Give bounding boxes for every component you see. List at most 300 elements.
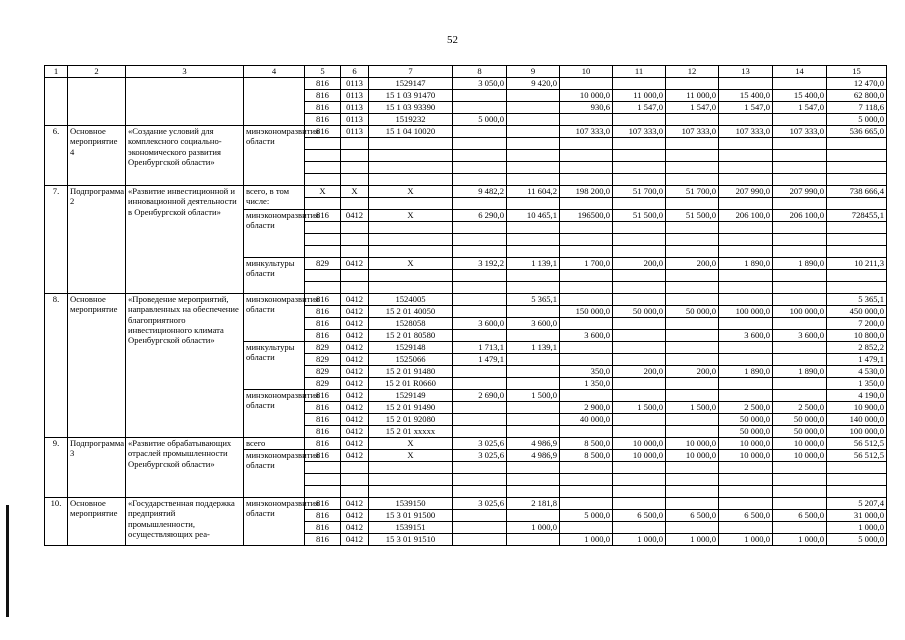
budget-cell: 100 000,0 xyxy=(773,306,827,318)
budget-cell xyxy=(613,498,666,510)
empty-cell xyxy=(453,234,507,246)
budget-cell: 6 500,0 xyxy=(613,510,666,522)
budget-cell: 816 xyxy=(305,426,341,438)
budget-cell: 816 xyxy=(305,330,341,342)
budget-cell: 10 000,0 xyxy=(719,438,773,450)
budget-cell: 0412 xyxy=(341,390,369,402)
budget-cell: 0412 xyxy=(341,306,369,318)
budget-cell: 0412 xyxy=(341,354,369,366)
budget-cell: 15 400,0 xyxy=(773,90,827,102)
empty-cell xyxy=(453,222,507,234)
empty-cell xyxy=(666,198,719,210)
budget-cell xyxy=(773,318,827,330)
budget-cell: 1519232 xyxy=(369,114,453,126)
budget-cell: 0412 xyxy=(341,294,369,306)
empty-cell xyxy=(305,234,341,246)
budget-cell: 5 365,1 xyxy=(507,294,560,306)
column-header: 10 xyxy=(560,66,613,78)
budget-cell xyxy=(773,354,827,366)
empty-cell xyxy=(827,162,887,174)
empty-cell xyxy=(341,462,369,474)
budget-cell xyxy=(666,294,719,306)
budget-cell: 1 000,0 xyxy=(613,534,666,546)
empty-cell xyxy=(507,198,560,210)
column-header: 4 xyxy=(244,66,305,78)
budget-cell: 816 xyxy=(305,294,341,306)
column-header: 11 xyxy=(613,66,666,78)
budget-cell: 0412 xyxy=(341,510,369,522)
budget-cell: 200,0 xyxy=(666,366,719,378)
budget-cell: 1 000,0 xyxy=(666,534,719,546)
empty-cell xyxy=(453,138,507,150)
budget-cell xyxy=(613,426,666,438)
empty-cell xyxy=(827,486,887,498)
budget-cell xyxy=(613,294,666,306)
budget-cell: 40 000,0 xyxy=(560,414,613,426)
budget-cell: 738 666,4 xyxy=(827,186,887,198)
empty-cell xyxy=(827,222,887,234)
budget-cell xyxy=(719,318,773,330)
budget-cell: 3 600,0 xyxy=(560,330,613,342)
budget-cell xyxy=(773,522,827,534)
empty-cell xyxy=(369,138,453,150)
budget-cell: 816 xyxy=(305,90,341,102)
budget-cell: 5 365,1 xyxy=(827,294,887,306)
item-type: Основное мероприятие 4 xyxy=(68,126,126,186)
empty-cell xyxy=(773,222,827,234)
budget-cell: 10 800,0 xyxy=(827,330,887,342)
budget-cell: 3 025,6 xyxy=(453,450,507,462)
empty-cell xyxy=(305,282,341,294)
empty-cell xyxy=(507,162,560,174)
budget-cell: 51 700,0 xyxy=(613,186,666,198)
budget-cell xyxy=(613,78,666,90)
empty-cell xyxy=(827,138,887,150)
budget-cell: 1 500,0 xyxy=(613,402,666,414)
empty-cell xyxy=(369,474,453,486)
executor: минэкономразвития области xyxy=(244,126,305,186)
item-name: «Проведение мероприятий, направленных на обеспечение благоприятного инвестиционного климата Оренбургской области» xyxy=(126,294,244,438)
budget-cell xyxy=(719,114,773,126)
budget-cell: 15 1 03 91470 xyxy=(369,90,453,102)
budget-cell: 816 xyxy=(305,114,341,126)
budget-cell: 1 500,0 xyxy=(507,390,560,402)
budget-cell: 1 000,0 xyxy=(507,522,560,534)
budget-cell xyxy=(666,354,719,366)
budget-cell: 0412 xyxy=(341,402,369,414)
budget-cell: 1 547,0 xyxy=(719,102,773,114)
budget-cell: 150 000,0 xyxy=(560,306,613,318)
budget-cell xyxy=(719,390,773,402)
empty-cell xyxy=(773,162,827,174)
empty-cell xyxy=(666,162,719,174)
budget-cell: 0412 xyxy=(341,426,369,438)
table-row xyxy=(45,126,887,138)
budget-cell: 4 530,0 xyxy=(827,366,887,378)
budget-cell: 816 xyxy=(305,414,341,426)
empty-cell xyxy=(507,222,560,234)
budget-cell: 10 000,0 xyxy=(613,438,666,450)
budget-cell xyxy=(613,354,666,366)
empty-cell xyxy=(305,162,341,174)
empty-cell xyxy=(560,222,613,234)
executor: минэкономразвития области xyxy=(244,498,305,546)
budget-cell: 816 xyxy=(305,78,341,90)
empty-cell xyxy=(369,270,453,282)
budget-cell: 56 512,5 xyxy=(827,438,887,450)
budget-cell xyxy=(453,414,507,426)
budget-cell: 816 xyxy=(305,510,341,522)
empty-cell xyxy=(305,138,341,150)
budget-cell: 930,6 xyxy=(560,102,613,114)
budget-cell: 1 890,0 xyxy=(719,366,773,378)
budget-cell: 6 500,0 xyxy=(773,510,827,522)
empty-cell xyxy=(613,474,666,486)
empty-cell xyxy=(341,486,369,498)
budget-cell xyxy=(507,414,560,426)
budget-cell xyxy=(507,366,560,378)
empty-cell xyxy=(305,270,341,282)
budget-cell: 816 xyxy=(305,306,341,318)
empty-cell xyxy=(719,246,773,258)
budget-cell xyxy=(453,306,507,318)
empty-cell xyxy=(560,234,613,246)
budget-cell: 200,0 xyxy=(666,258,719,270)
row-number: 7. xyxy=(45,186,68,294)
budget-cell: 51 500,0 xyxy=(613,210,666,222)
empty-cell xyxy=(305,246,341,258)
budget-cell xyxy=(719,78,773,90)
empty-cell xyxy=(507,246,560,258)
empty-cell xyxy=(613,234,666,246)
empty-cell xyxy=(560,150,613,162)
empty-cell xyxy=(341,270,369,282)
budget-cell: 1 000,0 xyxy=(773,534,827,546)
empty-cell xyxy=(560,174,613,186)
empty-cell xyxy=(827,174,887,186)
empty-cell xyxy=(666,270,719,282)
empty-cell xyxy=(719,474,773,486)
table-row xyxy=(45,78,887,90)
budget-cell xyxy=(613,318,666,330)
empty-cell xyxy=(719,138,773,150)
empty-cell xyxy=(613,150,666,162)
budget-cell xyxy=(453,426,507,438)
empty-cell xyxy=(507,234,560,246)
empty-cell xyxy=(666,234,719,246)
empty-cell xyxy=(341,138,369,150)
budget-cell xyxy=(453,534,507,546)
budget-cell: 11 604,2 xyxy=(507,186,560,198)
budget-cell: 816 xyxy=(305,210,341,222)
empty-cell xyxy=(560,270,613,282)
empty-cell xyxy=(719,270,773,282)
empty-cell xyxy=(613,486,666,498)
budget-cell: 10 465,1 xyxy=(507,210,560,222)
empty-cell xyxy=(613,174,666,186)
item-name: «Развитие инвестиционной и инновационной деятельности в Оренбургской области» xyxy=(126,186,244,294)
budget-cell: 5 000,0 xyxy=(827,534,887,546)
budget-cell xyxy=(666,498,719,510)
empty-cell xyxy=(341,282,369,294)
empty-cell xyxy=(666,222,719,234)
budget-cell xyxy=(453,126,507,138)
budget-cell: 5 207,4 xyxy=(827,498,887,510)
budget-cell xyxy=(719,342,773,354)
row-number: 9. xyxy=(45,438,68,498)
budget-cell: 0113 xyxy=(341,90,369,102)
budget-cell: 1 000,0 xyxy=(719,534,773,546)
budget-cell: 198 200,0 xyxy=(560,186,613,198)
executor xyxy=(244,78,305,126)
row-number: 6. xyxy=(45,126,68,186)
budget-cell: 1529147 xyxy=(369,78,453,90)
item-type: Подпрограмма 2 xyxy=(68,186,126,294)
budget-cell xyxy=(560,426,613,438)
budget-cell xyxy=(453,510,507,522)
budget-cell: 0412 xyxy=(341,534,369,546)
empty-cell xyxy=(719,282,773,294)
empty-cell xyxy=(773,246,827,258)
empty-cell xyxy=(453,270,507,282)
empty-cell xyxy=(507,462,560,474)
budget-cell: 1 479,1 xyxy=(827,354,887,366)
budget-table xyxy=(44,65,887,546)
budget-cell: 829 xyxy=(305,378,341,390)
row-number: 10. xyxy=(45,498,68,546)
budget-cell xyxy=(560,522,613,534)
empty-cell xyxy=(507,150,560,162)
empty-cell xyxy=(341,246,369,258)
budget-cell: 1 000,0 xyxy=(560,534,613,546)
empty-cell xyxy=(369,486,453,498)
empty-cell xyxy=(773,234,827,246)
empty-cell xyxy=(507,138,560,150)
empty-cell xyxy=(666,150,719,162)
budget-cell: X xyxy=(369,186,453,198)
budget-cell: 15 2 01 xxxxx xyxy=(369,426,453,438)
empty-cell xyxy=(719,150,773,162)
budget-cell: 10 000,0 xyxy=(666,438,719,450)
empty-cell xyxy=(613,462,666,474)
budget-cell: 9 482,2 xyxy=(453,186,507,198)
budget-cell: 1 139,1 xyxy=(507,258,560,270)
budget-cell: 107 333,0 xyxy=(773,126,827,138)
empty-cell xyxy=(560,162,613,174)
budget-cell: 11 000,0 xyxy=(666,90,719,102)
budget-cell xyxy=(773,498,827,510)
column-header: 14 xyxy=(773,66,827,78)
empty-cell xyxy=(560,486,613,498)
budget-cell xyxy=(666,414,719,426)
empty-cell xyxy=(305,198,341,210)
budget-cell xyxy=(507,378,560,390)
executor: всего xyxy=(244,438,305,450)
empty-cell xyxy=(719,174,773,186)
budget-cell: 2 852,2 xyxy=(827,342,887,354)
empty-cell xyxy=(613,246,666,258)
empty-cell xyxy=(453,282,507,294)
budget-cell xyxy=(719,522,773,534)
empty-cell xyxy=(560,474,613,486)
executor: всего, в том числе: xyxy=(244,186,305,210)
budget-cell: 50 000,0 xyxy=(613,306,666,318)
empty-cell xyxy=(719,486,773,498)
budget-cell: 15 2 01 91490 xyxy=(369,402,453,414)
budget-cell xyxy=(507,510,560,522)
empty-cell xyxy=(369,282,453,294)
empty-cell xyxy=(305,150,341,162)
budget-cell: X xyxy=(369,210,453,222)
budget-cell: 10 211,3 xyxy=(827,258,887,270)
budget-cell: 0412 xyxy=(341,318,369,330)
budget-cell: 4 986,9 xyxy=(507,450,560,462)
empty-cell xyxy=(369,234,453,246)
budget-cell: X xyxy=(369,450,453,462)
empty-cell xyxy=(827,462,887,474)
budget-cell: 816 xyxy=(305,318,341,330)
budget-cell xyxy=(719,378,773,390)
budget-cell: X xyxy=(305,186,341,198)
empty-cell xyxy=(369,198,453,210)
budget-cell xyxy=(666,78,719,90)
row-number: 8. xyxy=(45,294,68,438)
budget-cell: 816 xyxy=(305,522,341,534)
budget-cell: 6 500,0 xyxy=(666,510,719,522)
budget-cell: 1 547,0 xyxy=(613,102,666,114)
budget-cell xyxy=(560,114,613,126)
executor: минэкономразвития области xyxy=(244,390,305,438)
budget-cell xyxy=(507,114,560,126)
budget-cell: 0412 xyxy=(341,342,369,354)
empty-cell xyxy=(453,474,507,486)
empty-cell xyxy=(666,282,719,294)
budget-cell xyxy=(666,330,719,342)
item-name: «Государственная поддержка предприятий промышленности, осуществляющих реа- xyxy=(126,498,244,546)
budget-cell: 15 2 01 80580 xyxy=(369,330,453,342)
empty-cell xyxy=(613,162,666,174)
empty-cell xyxy=(369,246,453,258)
empty-cell xyxy=(827,246,887,258)
budget-cell: 728455,1 xyxy=(827,210,887,222)
column-header: 8 xyxy=(453,66,507,78)
budget-cell: 51 500,0 xyxy=(666,210,719,222)
empty-cell xyxy=(827,198,887,210)
budget-cell xyxy=(666,426,719,438)
budget-cell: 15 2 01 R0660 xyxy=(369,378,453,390)
budget-cell: 7 200,0 xyxy=(827,318,887,330)
budget-cell xyxy=(560,78,613,90)
budget-cell: 5 000,0 xyxy=(827,114,887,126)
budget-cell: 7 118,6 xyxy=(827,102,887,114)
budget-cell: 50 000,0 xyxy=(719,426,773,438)
executor: минэкономразвития области xyxy=(244,210,305,258)
budget-cell: 50 000,0 xyxy=(773,414,827,426)
empty-cell xyxy=(453,246,507,258)
budget-cell xyxy=(613,522,666,534)
empty-cell xyxy=(613,138,666,150)
budget-cell: 196500,0 xyxy=(560,210,613,222)
budget-cell xyxy=(666,318,719,330)
budget-cell: 1539151 xyxy=(369,522,453,534)
budget-cell: 1 547,0 xyxy=(773,102,827,114)
budget-cell xyxy=(613,330,666,342)
budget-cell: 1528058 xyxy=(369,318,453,330)
empty-cell xyxy=(507,282,560,294)
empty-cell xyxy=(305,462,341,474)
budget-cell xyxy=(666,522,719,534)
budget-cell: 1 547,0 xyxy=(666,102,719,114)
budget-cell: 0412 xyxy=(341,330,369,342)
empty-cell xyxy=(369,150,453,162)
budget-cell xyxy=(507,90,560,102)
empty-cell xyxy=(719,462,773,474)
budget-cell: 15 3 01 91510 xyxy=(369,534,453,546)
header-row xyxy=(45,66,887,78)
budget-cell: 3 600,0 xyxy=(719,330,773,342)
empty-cell xyxy=(305,474,341,486)
budget-cell: 3 025,6 xyxy=(453,498,507,510)
budget-cell: 1 890,0 xyxy=(773,258,827,270)
executor: минэкономразвития области xyxy=(244,294,305,342)
budget-cell: 816 xyxy=(305,102,341,114)
budget-cell: 3 050,0 xyxy=(453,78,507,90)
budget-cell: 816 xyxy=(305,390,341,402)
budget-cell: 829 xyxy=(305,366,341,378)
budget-cell: 3 600,0 xyxy=(453,318,507,330)
budget-cell: 816 xyxy=(305,498,341,510)
budget-cell xyxy=(560,342,613,354)
empty-cell xyxy=(453,486,507,498)
budget-cell: 10 000,0 xyxy=(560,90,613,102)
empty-cell xyxy=(666,474,719,486)
column-header: 12 xyxy=(666,66,719,78)
budget-cell xyxy=(666,378,719,390)
empty-cell xyxy=(369,222,453,234)
empty-cell xyxy=(369,162,453,174)
empty-cell xyxy=(560,282,613,294)
budget-cell: 206 100,0 xyxy=(773,210,827,222)
budget-cell: 15 3 01 91500 xyxy=(369,510,453,522)
budget-cell: 107 333,0 xyxy=(666,126,719,138)
budget-cell: 8 500,0 xyxy=(560,438,613,450)
budget-cell xyxy=(507,102,560,114)
budget-cell: 100 000,0 xyxy=(827,426,887,438)
budget-cell xyxy=(613,390,666,402)
empty-cell xyxy=(305,222,341,234)
budget-cell: 0113 xyxy=(341,126,369,138)
column-header: 1 xyxy=(45,66,68,78)
budget-cell: 0412 xyxy=(341,366,369,378)
budget-cell xyxy=(453,522,507,534)
budget-cell: 0412 xyxy=(341,210,369,222)
budget-cell: 1529148 xyxy=(369,342,453,354)
empty-cell xyxy=(560,246,613,258)
budget-cell: 5 000,0 xyxy=(560,510,613,522)
budget-cell: 0412 xyxy=(341,414,369,426)
scan-edge-mark xyxy=(6,505,9,617)
empty-cell xyxy=(773,486,827,498)
budget-cell: 50 000,0 xyxy=(719,414,773,426)
budget-cell: 10 000,0 xyxy=(666,450,719,462)
empty-cell xyxy=(719,234,773,246)
budget-cell: 10 900,0 xyxy=(827,402,887,414)
budget-cell xyxy=(719,498,773,510)
empty-cell xyxy=(507,174,560,186)
empty-cell xyxy=(827,270,887,282)
budget-cell: 1 700,0 xyxy=(560,258,613,270)
empty-cell xyxy=(719,198,773,210)
